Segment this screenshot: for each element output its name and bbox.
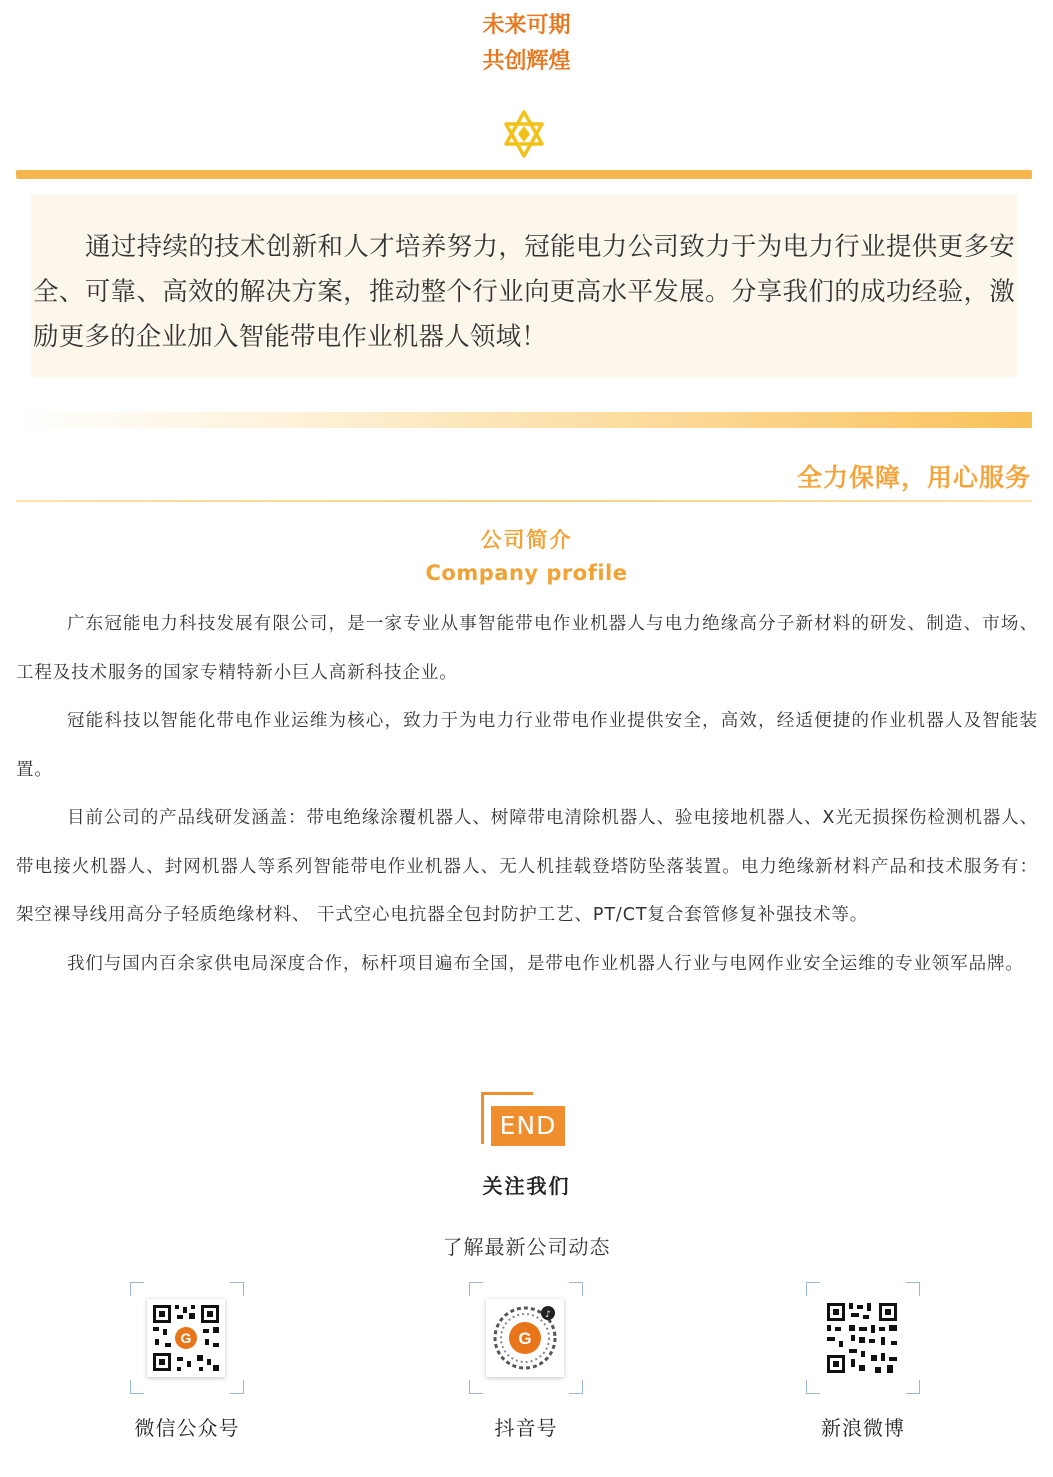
follow-us-subtitle: 了解最新公司动态 <box>442 1235 611 1259</box>
douyin-qr-code-icon <box>486 1299 564 1377</box>
profile-paragraph: 广东冠能电力科技发展有限公司，是一家专业从事智能带电作业机器人与电力绝缘高分子新材料的研发、制造、市场、工程及技术服务的国家专精特新小巨人高新科技企业。 <box>16 614 1038 683</box>
gradient-divider <box>16 412 1032 428</box>
section-divider <box>16 500 1032 502</box>
end-label: END <box>491 1106 565 1146</box>
follow-us-title: 关注我们 <box>482 1174 571 1198</box>
profile-paragraph: 我们与国内百余家供电局深度合作，标杆项目遍布全国，是带电作业机器人行业与电网作业安全运维的专业领军品牌。 <box>67 953 1024 974</box>
end-badge <box>481 1092 567 1156</box>
top-divider-bar <box>16 170 1032 179</box>
profile-title-cn: 公司简介 <box>480 528 573 552</box>
svg-text:G: G <box>180 1330 192 1346</box>
headline-line-2: 共创辉煌 <box>482 49 571 74</box>
douyin-qr-card[interactable] <box>469 1282 583 1394</box>
quote-text: 通过持续的技术创新和人才培养努力，冠能电力公司致力于为电力行业提供更多安全、可靠、高效的解决方案，推动整个行业向更高水平发展。分享我们的成功经验，激励更多的企业加入智能带电作业机器人领域！ <box>33 232 1015 352</box>
slogan: 全力保障，用心服务 <box>796 463 1031 492</box>
svg-text:G: G <box>518 1329 532 1348</box>
wechat-qr-code-icon <box>147 1299 225 1377</box>
profile-paragraph: 冠能科技以智能化带电作业运维为核心，致力于为电力行业带电作业提供安全，高效，经适便捷的作业机器人及智能装置。 <box>16 711 1038 780</box>
headline-line-1: 未来可期 <box>482 13 571 38</box>
wechat-label: 微信公众号 <box>134 1416 240 1440</box>
weibo-qr-code-icon <box>823 1299 901 1377</box>
weibo-qr-card[interactable] <box>806 1282 920 1394</box>
company-profile-body <box>16 600 1038 988</box>
star-of-david-icon <box>502 110 546 158</box>
profile-title-en: Company profile <box>425 561 628 585</box>
quote-box <box>31 195 1017 377</box>
weibo-label: 新浪微博 <box>821 1416 905 1440</box>
profile-paragraph: 目前公司的产品线研发涵盖：带电绝缘涂覆机器人、树障带电清除机器人、验电接地机器人、X光无损探伤检测机器人、带电接火机器人、封网机器人等系列智能带电作业机器人、无人机挂载登塔防坠落装置。电力绝缘新材料产品和技术服务有：架空裸导线用高分子轻质绝缘材料、 干式空心电抗器全包封防护工艺、PT/CT复合套管修复补强技术等。 <box>16 808 1038 925</box>
wechat-qr-card[interactable] <box>130 1282 244 1394</box>
douyin-label: 抖音号 <box>494 1416 558 1440</box>
svg-text:♪: ♪ <box>545 1310 551 1320</box>
